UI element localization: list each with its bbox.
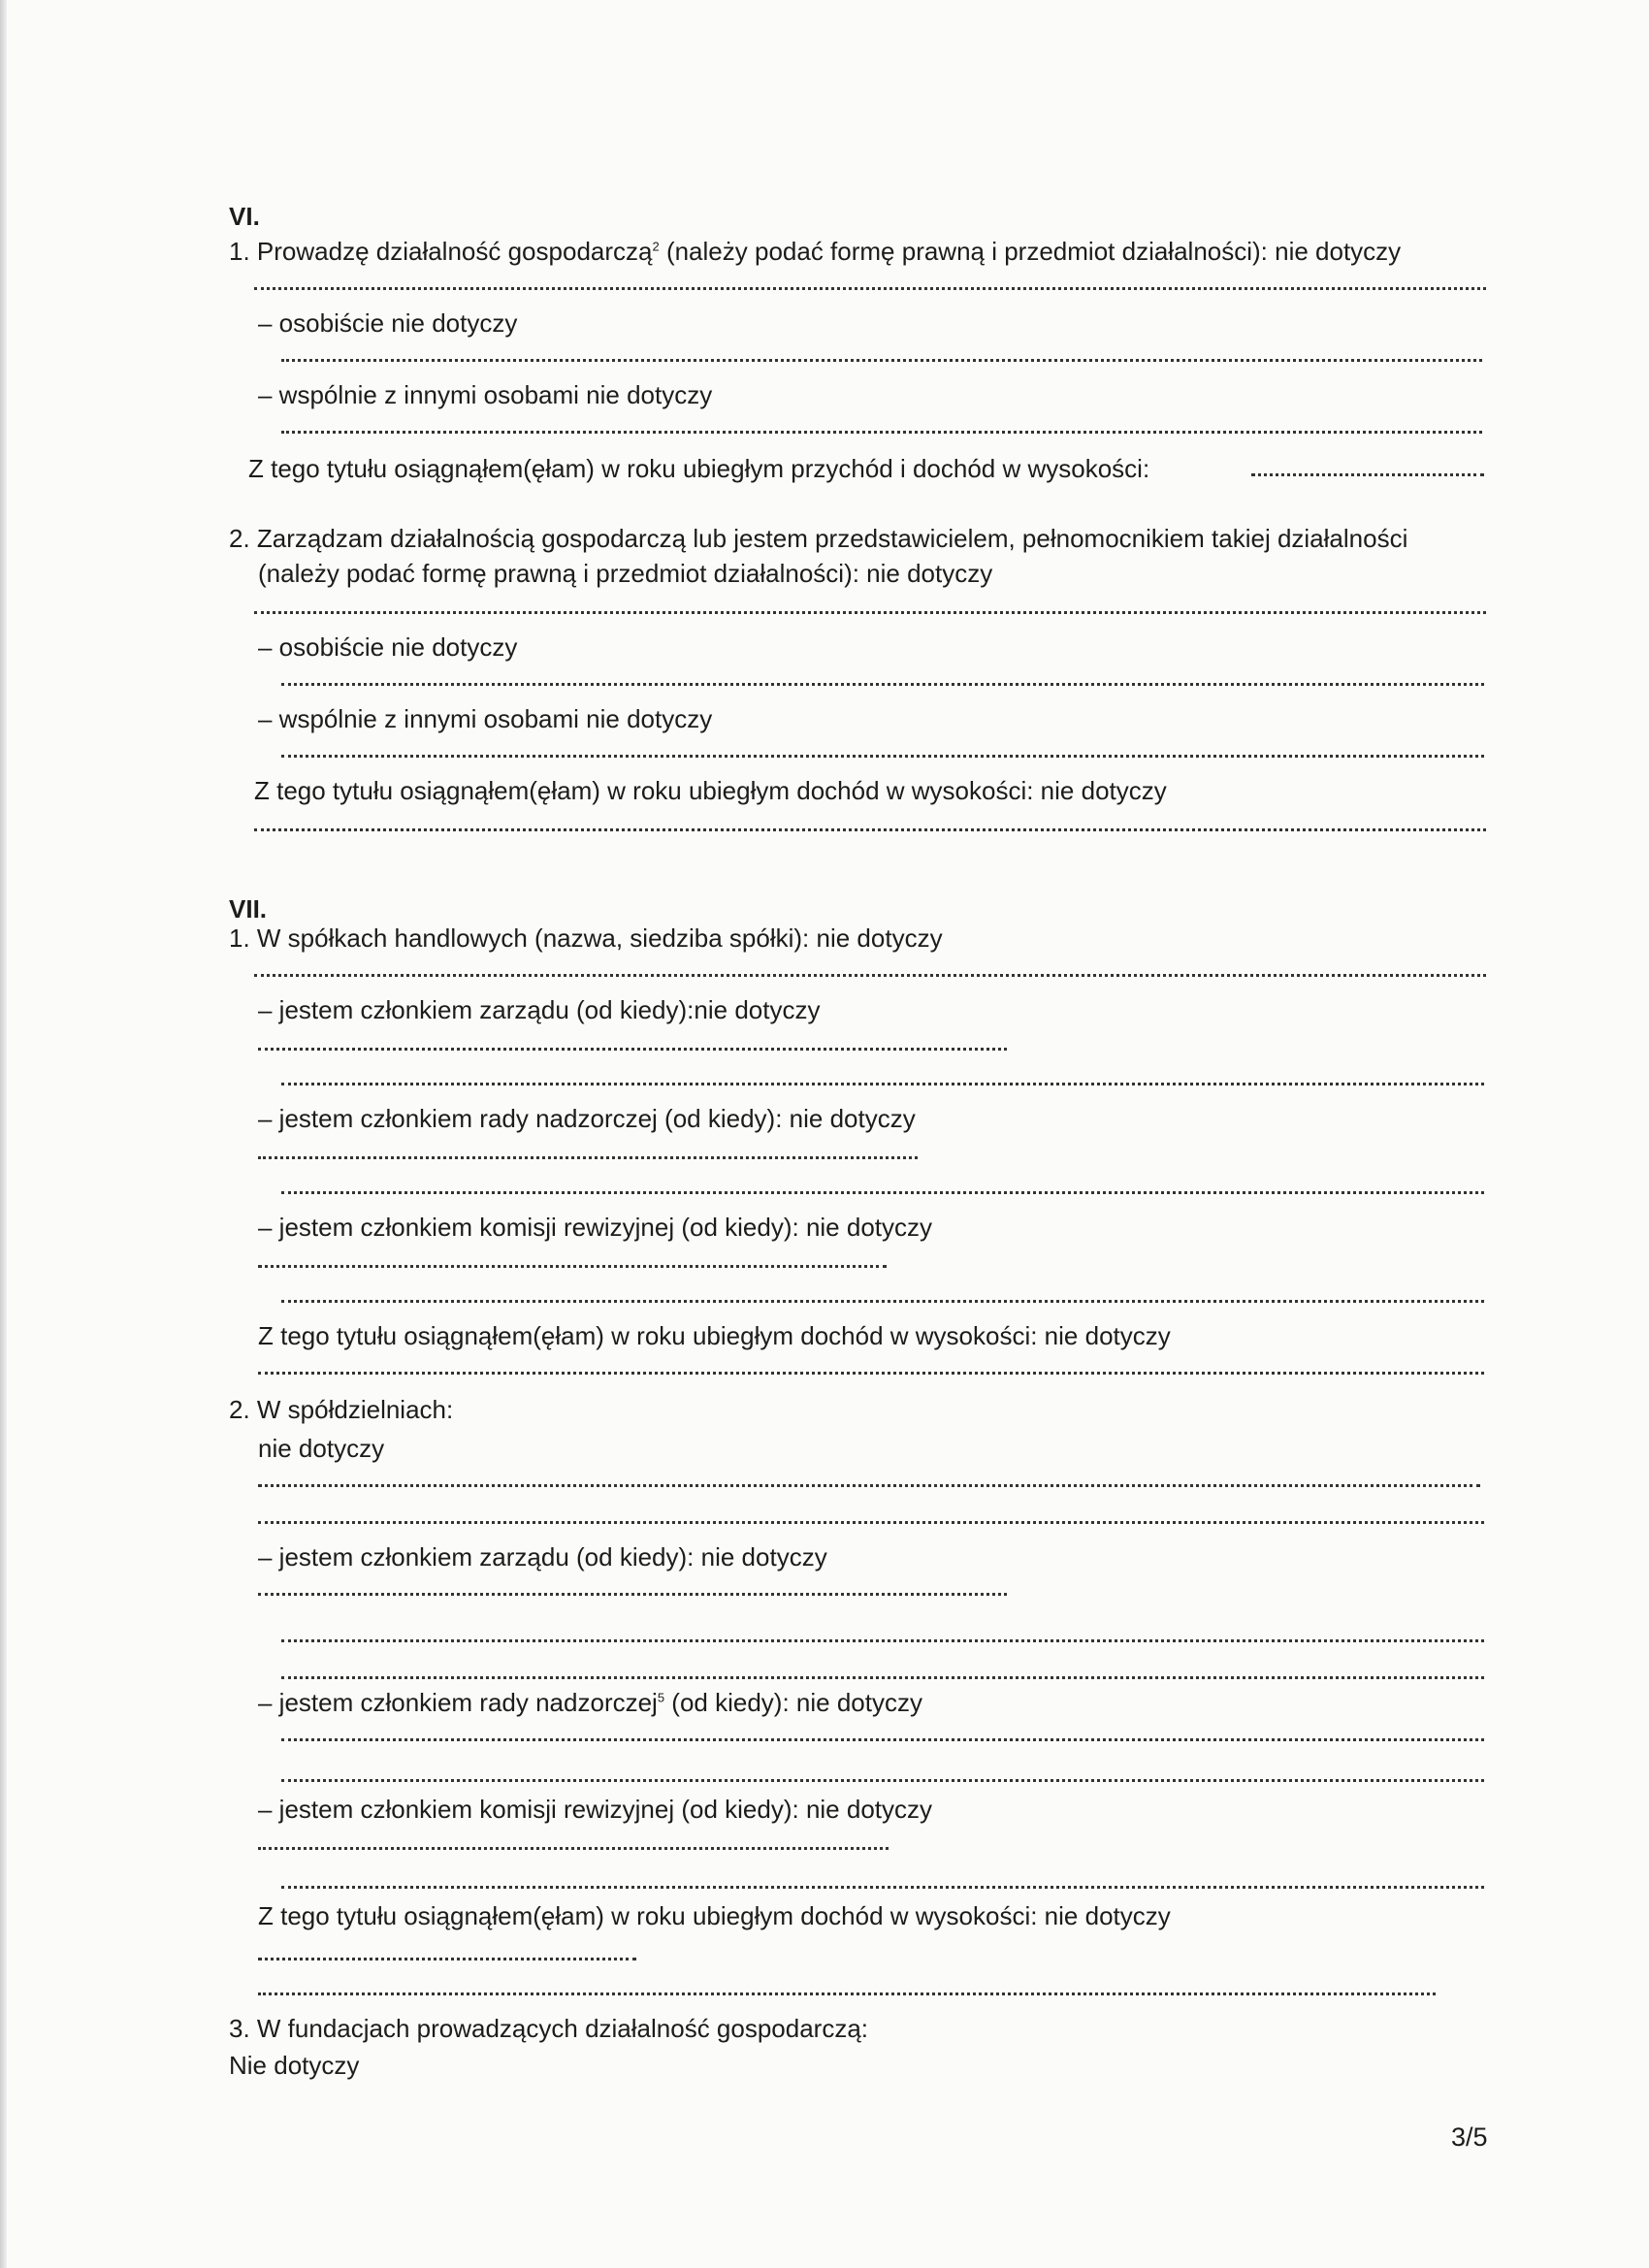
dotted-line: [281, 1738, 1484, 1741]
section-7-item-1-supervisory: – jestem członkiem rady nadzorczej (od kiedy): nie dotyczy: [258, 1104, 916, 1133]
page-number: 3/5: [1451, 2122, 1488, 2152]
dotted-line: [281, 1676, 1484, 1679]
dotted-line: [258, 1265, 887, 1268]
section-7-item-2-income: Z tego tytułu osiągnąłem(ęłam) w roku ubiegłym dochód w wysokości: nie dotyczy: [258, 1901, 1171, 1930]
dotted-line: [254, 974, 1486, 977]
section-6-item-1-personal: – osobiście nie dotyczy: [258, 308, 518, 338]
section-7-item-1-title: 1. W spółkach handlowych (nazwa, siedziba spółki): nie dotyczy: [229, 923, 943, 953]
section-7-item-2-title: 2. W spółdzielniach:: [229, 1395, 454, 1424]
footnote-marker: 5: [657, 1690, 665, 1705]
dotted-line: [258, 1048, 1007, 1051]
dotted-line: [281, 359, 1482, 362]
dotted-line: [254, 287, 1486, 290]
section-7-item-3-answer: Nie dotyczy: [229, 2051, 360, 2080]
section-6-item-2-line-1: 2. Zarządzam działalnością gospodarczą lub jestem przedstawicielem, pełnomocnikiem takiej działalności: [229, 524, 1408, 553]
section-7-item-2-board: – jestem członkiem zarządu (od kiedy): nie dotyczy: [258, 1542, 827, 1571]
dotted-line: [281, 683, 1484, 686]
dotted-line: [258, 1521, 1484, 1524]
dotted-line: [254, 611, 1486, 614]
dotted-line: [254, 828, 1486, 831]
section-6-item-2-personal: – osobiście nie dotyczy: [258, 632, 518, 662]
section-6-item-2-income: Z tego tytułu osiągnąłem(ęłam) w roku ubiegłym dochód w wysokości: nie dotyczy: [254, 776, 1167, 805]
dotted-line: [258, 1993, 1436, 1995]
section-7-item-1-income: Z tego tytułu osiągnąłem(ęłam) w roku ubiegłym dochód w wysokości: nie dotyczy: [258, 1321, 1171, 1350]
section-7-heading: VII.: [229, 894, 268, 923]
section-6-heading: VI.: [229, 202, 260, 231]
dotted-line: [281, 1886, 1484, 1889]
dotted-line: [258, 1847, 889, 1850]
dotted-line: [1251, 473, 1484, 476]
section-7-item-2-supervisory: – jestem członkiem rady nadzorczej$^5$ (od kiedy): nie dotyczy: [258, 1688, 922, 1717]
dotted-line: [258, 1593, 1007, 1596]
section-7-item-3-title: 3. W fundacjach prowadzących działalność gospodarczą:: [229, 2014, 869, 2043]
dotted-line: [258, 1484, 1480, 1487]
dotted-line: [281, 1779, 1484, 1782]
dotted-line: [281, 1300, 1484, 1303]
section-7-item-1-board: – jestem członkiem zarządu (od kiedy):nie dotyczy: [258, 995, 821, 1024]
section-7-item-2-audit: – jestem członkiem komisji rewizyjnej (od kiedy): nie dotyczy: [258, 1795, 933, 1824]
dotted-line: [281, 431, 1482, 434]
dotted-line: [258, 1372, 1484, 1375]
footnote-marker: 2: [652, 239, 660, 254]
dotted-line: [281, 755, 1484, 758]
dotted-line: [281, 1083, 1484, 1085]
section-7-item-2-answer: nie dotyczy: [258, 1434, 385, 1463]
section-7-item-1-audit: – jestem członkiem komisji rewizyjnej (od kiedy): nie dotyczy: [258, 1213, 933, 1242]
dotted-line: [258, 1958, 636, 1960]
section-6-item-2-line-2: (należy podać formę prawną i przedmiot działalności): nie dotyczy: [258, 559, 993, 588]
section-6-item-2-jointly: – wspólnie z innymi osobami nie dotyczy: [258, 704, 713, 733]
section-6-item-1-title: 1. Prowadzę działalność gospodarczą$^2$ (należy podać formę prawną i przedmiot działalności): nie dotyczy: [229, 237, 1402, 266]
section-6-item-1-income: Z tego tytułu osiągnąłem(ęłam) w roku ubiegłym przychód i dochód w wysokości:: [248, 454, 1150, 483]
scan-edge-shadow: [0, 0, 7, 2268]
dotted-line: [281, 1639, 1484, 1642]
dotted-line: [258, 1156, 918, 1159]
dotted-line: [281, 1191, 1484, 1194]
section-6-item-1-jointly: – wspólnie z innymi osobami nie dotyczy: [258, 380, 713, 409]
